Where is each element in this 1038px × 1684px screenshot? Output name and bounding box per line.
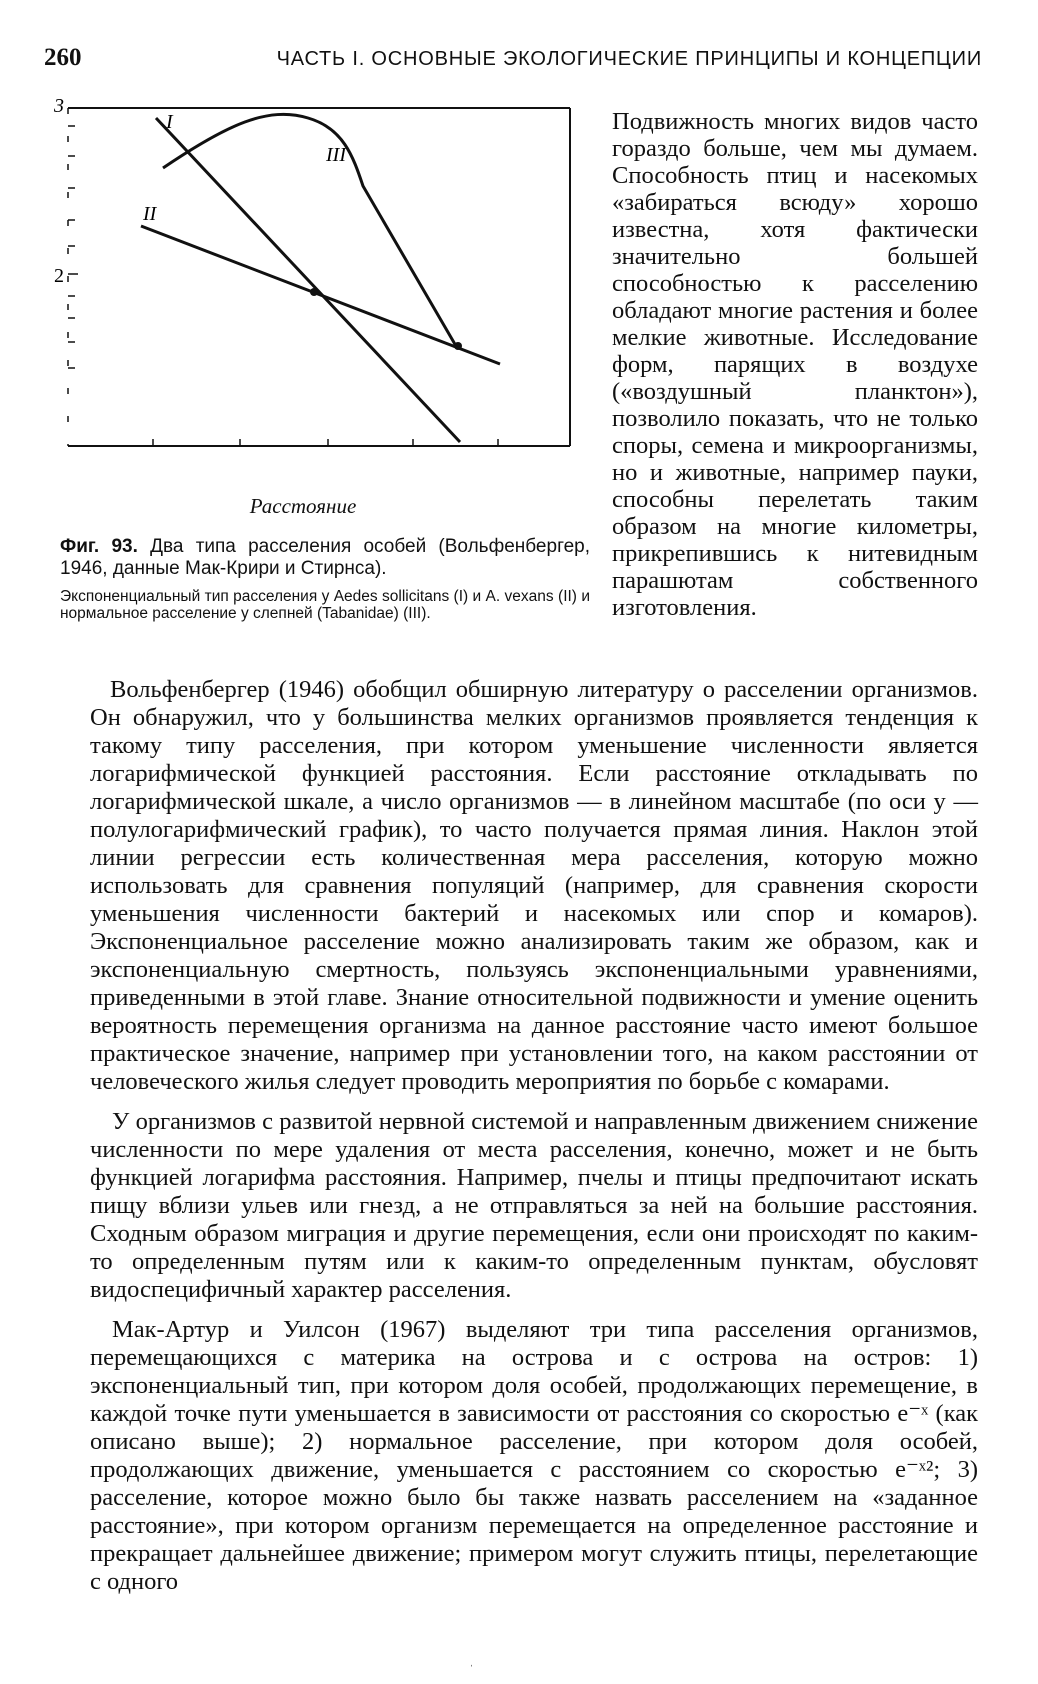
paragraph-3: Мак-Артур и Уилсон (1967) выделяют три типа расселения организмов, перемещающихся с материка на острова и с острова на остров: 1) экспоненциальный тип, при котором доля особей, продолжающих перемещение, в каждой точке пути уменьшается в зависимости от расстояния со скоростью e⁻ˣ (как описано выше); 2) нормальное расселение, при котором доля особей, продолжающих движение, уменьшается с расстоянием со скоростью e⁻ˣ²; 3) расселение, которое можно было бы также назвать расселением на «заданное расстояние», при котором организм перемещается на определенное расстояние и прекращает дальнейшее движение; примером могут служить птицы, перелетающие с одного	[90, 1316, 978, 1595]
figure-caption-title	[60, 536, 590, 580]
curve-label-I: I	[166, 111, 173, 133]
curve-label-III: III	[326, 144, 346, 166]
page-footer-mark: ˌ	[470, 1656, 474, 1667]
figure-caption-body: Экспоненциальный тип расселения у Aedes sollicitans (I) и A. vexans (II) и нормальное расселение у слепней (Tabanidae) (III).	[60, 588, 590, 622]
y-axis-ticks	[68, 126, 78, 368]
paragraph-2: У организмов с развитой нервной системой и направленным движением снижение численности по мере удаления от места расселения, конечно, может и не быть функцией логарифма расстояния. Например, пчелы и птицы предпочитают искать пищу вблизи ульев или гнезд, а не отправляться за ней на большие расстояния. Сходным образом миграция и другие перемещения, если они происходят по каким-то определенным путям или к каким-то определенным пунктам, обусловят видоспецифичный характер расселения.	[90, 1108, 978, 1303]
side-column-text: Подвижность многих видов часто гораздо больше, чем мы думаем. Способность птиц и насекомых «забираться всюду» хорошо известна, хотя фактически значительно большей способностью к расселению обладают многие растения и более мелкие животные. Исследование форм, парящих в воздухе («воздушный планктон»), позволило показать, что не только споры, семена и микроорганизмы, но и животные, например пауки, способны перелетать таким образом на многие километры, прикрепившись к нитевидным парашютам собственного изготовления.	[612, 108, 978, 621]
running-header	[44, 44, 982, 78]
curve-II-exponential	[141, 226, 500, 364]
main-text	[90, 676, 978, 1608]
dispersal-plot	[48, 96, 588, 496]
figure-93	[48, 96, 588, 656]
intersection-point-2	[454, 342, 462, 350]
curve-label-II: II	[143, 203, 157, 225]
x-axis-ticks	[153, 439, 498, 446]
y-tick-3: 3	[54, 96, 64, 117]
y-tick-2: 2	[54, 265, 64, 287]
curve-III-normal	[163, 114, 456, 346]
intersection-point-1	[310, 288, 318, 296]
figure-number: Фиг. 93.	[60, 536, 138, 557]
x-axis-label: Расстояние	[249, 494, 357, 518]
curve-I-exponential	[156, 118, 460, 442]
figure-caption-text: Два типа расселения особей (Вольфенбергер, 1946, данные Мак-Крири и Стирнса).	[60, 536, 590, 579]
paragraph-1: Вольфенбергер (1946) обобщил обширную литературу о расселении организмов. Он обнаружил, что у большинства мелких организмов проявляется тенденция к такому типу расселения, при котором уменьшение численности является логарифмической функцией расстояния. Если расстояние откладывать по логарифмической шкале, а число организмов — в линейном масштабе (по оси y — полулогарифмический график), то часто получается прямая линия. Наклон этой линии регрессии есть количественная мера расселения, которую можно использовать для сравнения популяций (например, для сравнения скорости уменьшения численности бактерий и насекомых или спор и комаров). Экспоненциальное расселение можно анализировать таким же образом, как и экспоненциальную смертность, пользуясь экспоненциальными уравнениями, приведенными в этой главе. Знание относительной подвижности и умение оценить вероятность перемещения организма на данное расстояние часто имеют большое практическое значение, например при установлении того, на каком расстоянии от человеческого жилья следует проводить мероприятия по борьбе с комарами.	[90, 676, 978, 1095]
page-number: 260	[44, 44, 82, 71]
running-title: ЧАСТЬ I. ОСНОВНЫЕ ЭКОЛОГИЧЕСКИЕ ПРИНЦИПЫ И КОНЦЕПЦИИ	[276, 48, 982, 70]
